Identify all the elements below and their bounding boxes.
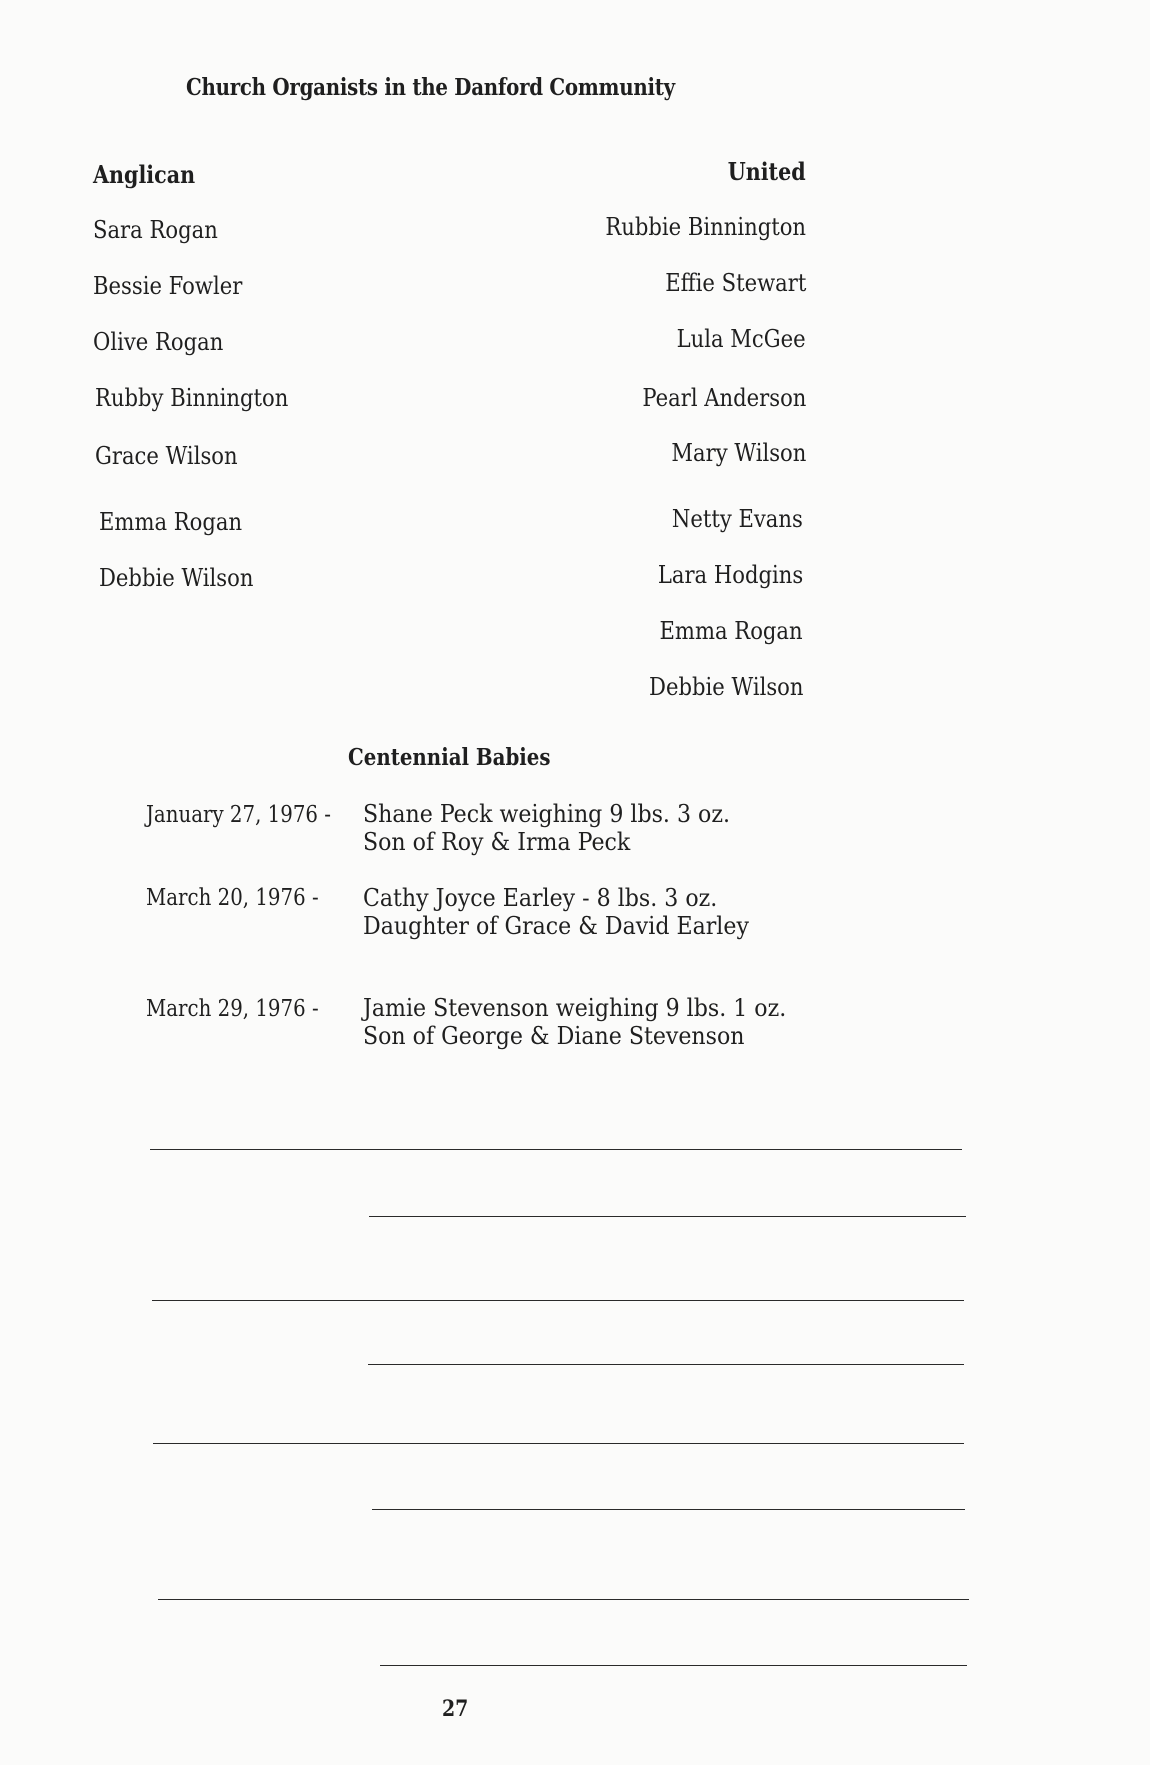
anglican-organist: Olive Rogan xyxy=(93,328,224,356)
anglican-organist: Sara Rogan xyxy=(93,216,218,244)
united-organist: Emma Rogan xyxy=(659,617,803,645)
blank-line xyxy=(158,1599,969,1600)
anglican-organist: Emma Rogan xyxy=(99,508,243,536)
blank-line xyxy=(153,1443,964,1444)
united-organist: Rubbie Binnington xyxy=(605,213,806,241)
united-organist: Lara Hodgins xyxy=(657,561,803,589)
blank-line xyxy=(368,1364,964,1365)
baby-parents: Daughter of Grace & David Earley xyxy=(363,912,749,940)
anglican-organist: Grace Wilson xyxy=(95,442,238,470)
anglican-organist: Debbie Wilson xyxy=(99,564,254,592)
blank-line xyxy=(380,1665,967,1666)
blank-line xyxy=(369,1216,966,1217)
united-organist: Debbie Wilson xyxy=(648,673,803,701)
united-organist: Effie Stewart xyxy=(664,269,806,297)
anglican-organist: Bessie Fowler xyxy=(93,272,243,300)
baby-date: January 27, 1976 - xyxy=(146,802,331,828)
united-heading: United xyxy=(728,157,806,186)
page-number: 27 xyxy=(442,1696,469,1722)
baby-details: Cathy Joyce Earley - 8 lbs. 3 oz. xyxy=(363,884,718,912)
blank-line xyxy=(150,1149,962,1150)
united-organist: Mary Wilson xyxy=(671,439,806,467)
blank-line xyxy=(152,1300,964,1301)
baby-details: Shane Peck weighing 9 lbs. 3 oz. xyxy=(363,800,730,828)
baby-date: March 20, 1976 - xyxy=(146,885,319,911)
united-organist: Netty Evans xyxy=(672,505,803,533)
anglican-heading: Anglican xyxy=(93,160,196,189)
united-organist: Pearl Anderson xyxy=(641,384,806,412)
anglican-organist: Rubby Binnington xyxy=(95,384,289,412)
blank-line xyxy=(372,1509,965,1510)
united-organist: Lula McGee xyxy=(676,325,806,353)
baby-parents: Son of George & Diane Stevenson xyxy=(363,1022,745,1050)
section-title: Centennial Babies xyxy=(348,744,551,771)
baby-details: Jamie Stevenson weighing 9 lbs. 1 oz. xyxy=(363,994,787,1022)
baby-date: March 29, 1976 - xyxy=(146,996,319,1022)
baby-parents: Son of Roy & Irma Peck xyxy=(363,828,631,856)
page-title: Church Organists in the Danford Community xyxy=(186,74,675,101)
